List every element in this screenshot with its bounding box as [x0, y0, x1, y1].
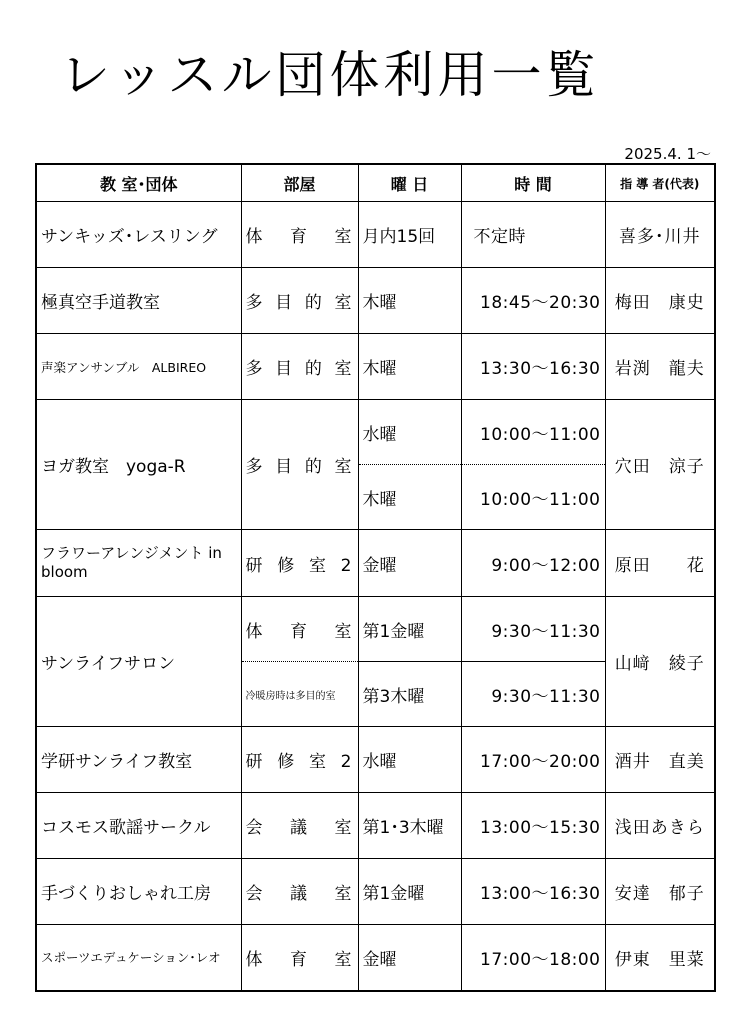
row-time: 17:00～18:00: [461, 925, 605, 991]
row-leader: 浅田あきら: [605, 793, 715, 859]
row-room: 体 育 室: [241, 202, 358, 268]
row-leader: 伊東 里菜: [605, 925, 715, 991]
row-time: 不定時: [461, 202, 605, 268]
table-row: [36, 859, 715, 925]
table-row: [36, 268, 715, 334]
table-header-row: [36, 164, 715, 202]
header-time: 時 間: [461, 164, 605, 202]
row-day: 金曜: [358, 530, 461, 597]
row-day: 木曜: [358, 465, 461, 530]
row-day: 第1･3木曜: [358, 793, 461, 859]
row-day: 水曜: [358, 727, 461, 793]
row-day: 第1金曜: [358, 597, 461, 662]
table-row: [36, 400, 715, 465]
table-row: [36, 334, 715, 400]
header-name: 教 室･団体: [36, 164, 241, 202]
row-day: 第1金曜: [358, 859, 461, 925]
row-leader: 穴田 涼子: [605, 400, 715, 530]
row-leader: 喜多･川井: [605, 202, 715, 268]
row-room: 研 修 室 2: [241, 727, 358, 793]
row-day: 月内15回: [358, 202, 461, 268]
row-time: 9:30～11:30: [461, 597, 605, 662]
row-name: 極真空手道教室: [36, 268, 241, 334]
page-title: レッスル団体利用一覧: [60, 46, 600, 104]
row-room: 会 議 室: [241, 859, 358, 925]
row-day: 木曜: [358, 268, 461, 334]
row-name: 手づくりおしゃれ工房: [36, 859, 241, 925]
row-room: 多 目 的 室: [241, 268, 358, 334]
row-leader: 酒井 直美: [605, 727, 715, 793]
schedule-table-container: [35, 163, 714, 991]
row-room-note: 冷暖房時は多目的室: [241, 662, 358, 727]
row-room: 会 議 室: [241, 793, 358, 859]
effective-date: 2025.4. 1～: [624, 145, 711, 163]
row-name: ヨガ教室 yoga-R: [36, 400, 241, 530]
row-time: 13:00～15:30: [461, 793, 605, 859]
row-leader: 安達 郁子: [605, 859, 715, 925]
row-day: 木曜: [358, 334, 461, 400]
schedule-table: [35, 163, 716, 992]
row-day: 第3木曜: [358, 662, 461, 727]
row-time: 18:45～20:30: [461, 268, 605, 334]
table-row: [36, 597, 715, 662]
row-room: 多 目 的 室: [241, 400, 358, 530]
row-day: 金曜: [358, 925, 461, 991]
row-day: 水曜: [358, 400, 461, 465]
row-time: 17:00～20:00: [461, 727, 605, 793]
table-row: [36, 793, 715, 859]
row-time: 13:30～16:30: [461, 334, 605, 400]
row-leader: 原田 花: [605, 530, 715, 597]
row-room: 研 修 室 2: [241, 530, 358, 597]
row-leader: 山﨑 綾子: [605, 597, 715, 727]
row-time: 13:00～16:30: [461, 859, 605, 925]
table-row: [36, 727, 715, 793]
row-name: スポーツエデュケーション･レオ: [36, 925, 241, 991]
header-leader: 指 導 者(代表): [605, 164, 715, 202]
header-day: 曜 日: [358, 164, 461, 202]
row-time: 10:00～11:00: [461, 400, 605, 465]
row-leader: 梅田 康史: [605, 268, 715, 334]
row-name: サンライフサロン: [36, 597, 241, 727]
row-name: フラワーアレンジメント in bloom: [36, 530, 241, 597]
table-row: [36, 202, 715, 268]
row-name: コスモス歌謡サークル: [36, 793, 241, 859]
row-leader: 岩渕 龍夫: [605, 334, 715, 400]
row-room: 体 育 室: [241, 597, 358, 662]
header-room: 部屋: [241, 164, 358, 202]
row-time: 9:30～11:30: [461, 662, 605, 727]
row-time: 10:00～11:00: [461, 465, 605, 530]
row-room: 多 目 的 室: [241, 334, 358, 400]
row-time: 9:00～12:00: [461, 530, 605, 597]
table-row: [36, 925, 715, 991]
row-name: 声楽アンサンブル ALBIREO: [36, 334, 241, 400]
row-name: サンキッズ･レスリング: [36, 202, 241, 268]
table-row: [36, 530, 715, 597]
row-room: 体 育 室: [241, 925, 358, 991]
row-name: 学研サンライフ教室: [36, 727, 241, 793]
